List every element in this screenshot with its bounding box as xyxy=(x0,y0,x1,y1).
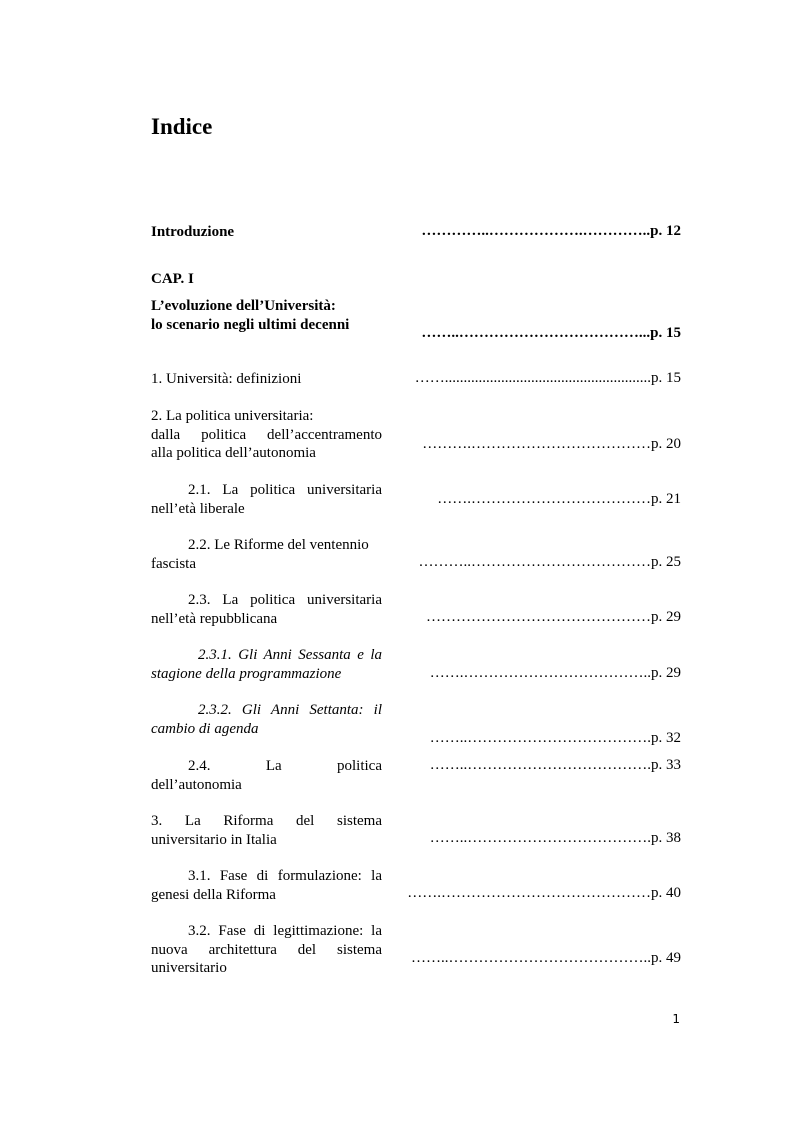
toc-line: lo scenario negli ultimi decenni xyxy=(151,316,350,333)
toc-line: cambio di agenda xyxy=(151,720,259,737)
toc-page-2-3-2: ……..……………………………….p. 32 xyxy=(429,730,681,746)
toc-line: universitario xyxy=(151,960,227,976)
toc-line: alla politica dell’autonomia xyxy=(151,445,316,461)
page-number: 1 xyxy=(672,1012,680,1026)
toc-page-2-4: ……..……………………………….p. 33 xyxy=(429,757,681,773)
toc-page-introduzione: …………..……………….…………..p. 12 xyxy=(421,223,681,239)
page-title: Indice xyxy=(151,114,213,139)
toc-page-1: …….......................................................p. 15 xyxy=(414,370,681,386)
toc-line: 3.2. Fase di legittimazione: la xyxy=(188,923,382,939)
toc-line: nuova architettura del sistema xyxy=(151,941,382,958)
toc-page-2-2: ………..………………………………p. 25 xyxy=(418,554,681,570)
toc-line: 2.3.2. Gli Anni Settanta: il xyxy=(198,702,382,718)
toc-entry-cap1-title[interactable] xyxy=(151,297,382,334)
toc-line: nell’età liberale xyxy=(151,500,245,517)
toc-line: dalla politica dell’accentramento xyxy=(151,426,382,443)
toc-page-2-1: …….………………………………p. 21 xyxy=(437,491,681,507)
toc-entry-2[interactable] xyxy=(151,407,382,463)
toc-line: 2.2. Le Riforme del ventennio xyxy=(188,537,369,553)
toc-line: 1. Università: definizioni xyxy=(151,371,302,387)
toc-line: genesi della Riforma xyxy=(151,886,276,903)
toc-entry-1[interactable] xyxy=(151,370,382,389)
toc-entry-3[interactable] xyxy=(151,812,382,849)
toc-entry-2-3-2[interactable] xyxy=(151,701,382,738)
toc-line: 2.1. La politica universitaria xyxy=(188,482,382,498)
chapter-heading: CAP. I xyxy=(151,271,194,287)
toc-line: 3. La Riforma del sistema xyxy=(151,813,382,829)
toc-page-3-2: ……..…………………………………..p. 49 xyxy=(411,950,681,966)
toc-line: 2.3.1. Gli Anni Sessanta e la xyxy=(198,647,382,663)
toc-page-cap1-title: ……..………………………………...p. 15 xyxy=(421,325,681,341)
toc-line: 2. La politica universitaria: xyxy=(151,408,314,424)
toc-entry-2-2[interactable] xyxy=(151,536,382,573)
toc-entry-2-1[interactable] xyxy=(151,481,382,518)
toc-page-2-3: ………………………………………p. 29 xyxy=(426,609,681,625)
toc-entry-3-1[interactable] xyxy=(151,867,382,904)
toc-line: stagione della programmazione xyxy=(151,665,342,682)
toc-line: 3.1. Fase di formulazione: la xyxy=(188,868,382,884)
toc-line: 2.3. La politica universitaria xyxy=(188,592,382,608)
toc-page-3: ……..……………………………….p. 38 xyxy=(429,830,681,846)
toc-entry-3-2[interactable] xyxy=(151,922,382,978)
toc-entry-2-3[interactable] xyxy=(151,591,382,628)
toc-entry-2-3-1[interactable] xyxy=(151,646,382,683)
toc-page-2-3-1: …….………………………………..p. 29 xyxy=(429,665,681,681)
toc-entry-2-4[interactable] xyxy=(151,757,382,794)
toc-line: 2.4. La politica xyxy=(188,758,382,774)
toc-page-2: ……….………………………………p. 20 xyxy=(422,436,681,452)
toc-line: fascista xyxy=(151,555,196,572)
toc-line: L’evoluzione dell’Università: xyxy=(151,298,336,314)
toc-entry-introduzione[interactable]: Introduzione xyxy=(151,224,235,240)
toc-page-3-1: …….……………………………………p. 40 xyxy=(407,885,681,901)
toc-line: dell’autonomia xyxy=(151,776,242,793)
toc-line: nell’età repubblicana xyxy=(151,610,278,627)
toc-line: universitario in Italia xyxy=(151,831,277,848)
